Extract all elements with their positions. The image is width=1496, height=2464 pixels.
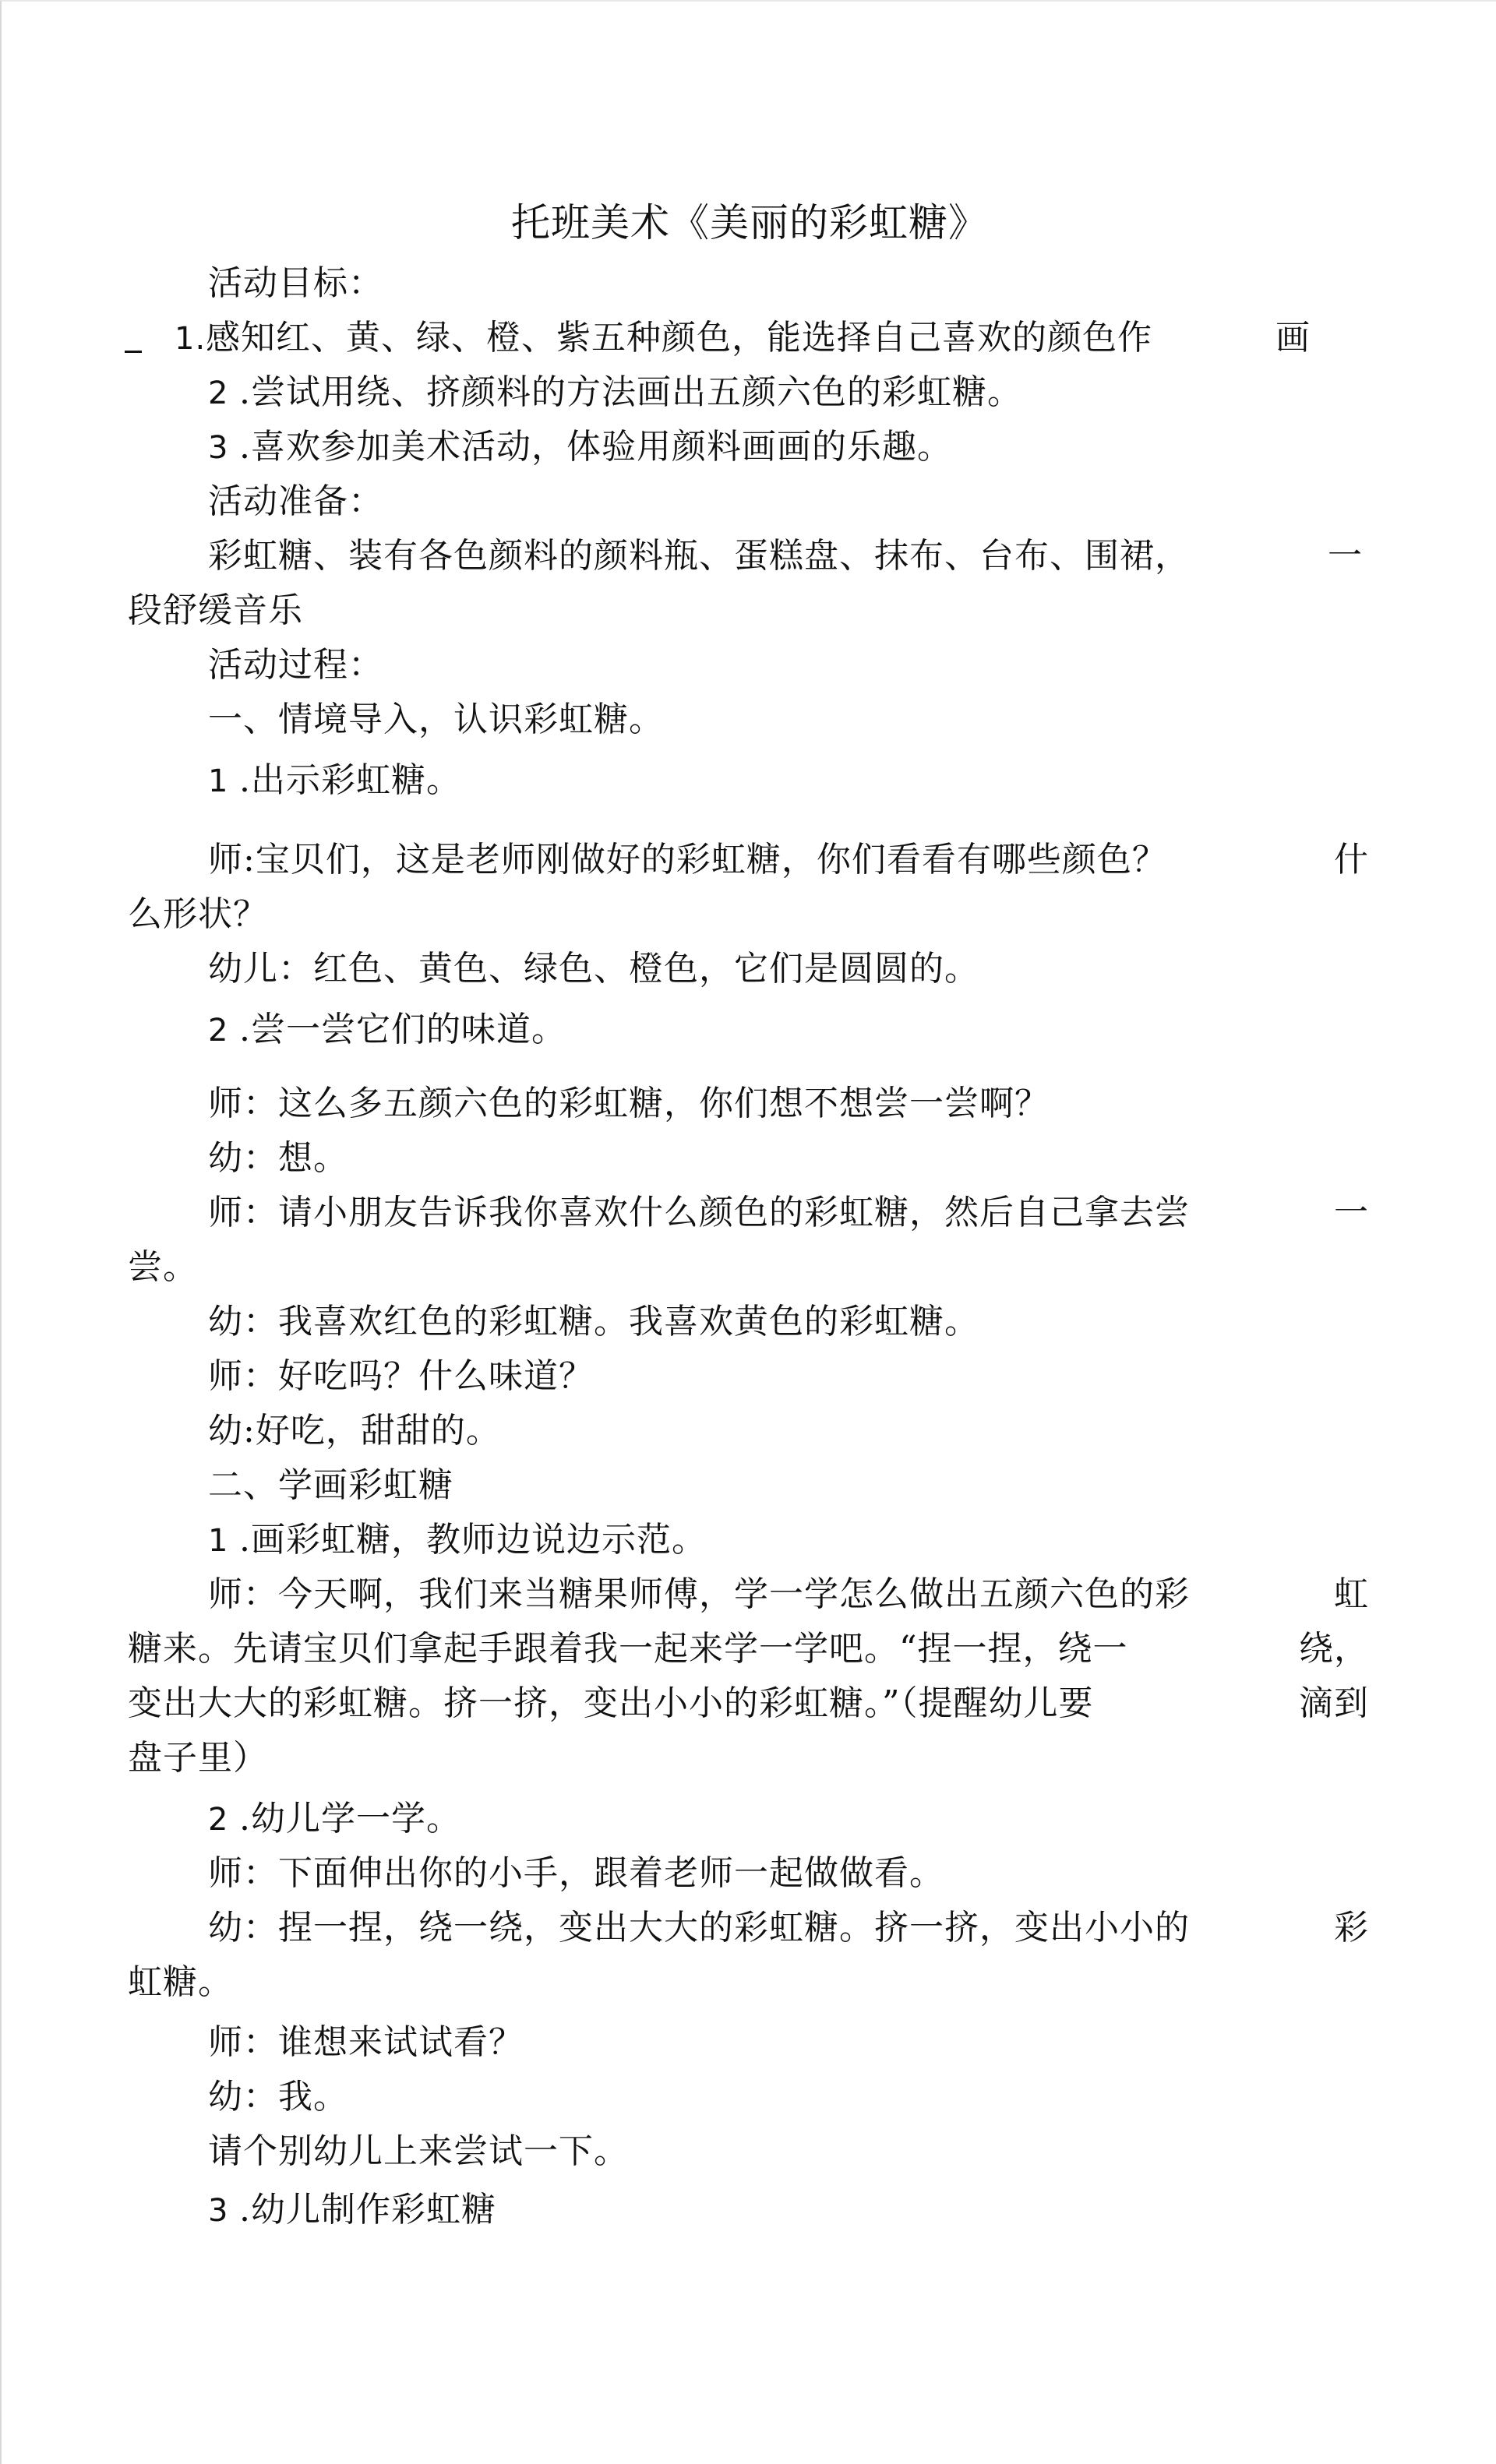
goal-item-1 bbox=[175, 315, 1311, 362]
teacher-line-7: 师：谁想来试试看？ bbox=[208, 2022, 524, 2062]
teacher-line-3: 师：请小朋友告诉我你喜欢什么颜色的彩虹糖，然后自己拿去尝 一 bbox=[208, 1193, 1369, 1232]
child-line-5: 幼：捏一捏，绕一绕，变出大大的彩虹糖。挤一挤，变出小小的 彩 bbox=[208, 1908, 1369, 1948]
teacher-line-1: 师:宝贝们，这是老师刚做好的彩虹糖，你们看看有哪些颜色？ 什 bbox=[208, 840, 1369, 879]
child-line-1: 幼儿：红色、黄色、绿色、橙色，它们是圆圆的。 bbox=[208, 949, 979, 989]
goals-heading: 活动目标： bbox=[208, 263, 383, 303]
child-line-4: 幼:好吃，甜甜的。 bbox=[208, 1411, 501, 1451]
goal-item-2-text: .尝试用绕、挤颜料的方法画出五颜六色的彩虹糖。 bbox=[239, 372, 1022, 412]
note-line: 请个别幼儿上来尝试一下。 bbox=[208, 2131, 629, 2171]
goal-item-2 bbox=[208, 369, 1022, 417]
child-line-2: 幼：想。 bbox=[208, 1138, 348, 1178]
child-line-3: 幼：我喜欢红色的彩虹糖。我喜欢黄色的彩虹糖。 bbox=[208, 1302, 979, 1341]
goal-item-3-number: 3 bbox=[208, 430, 229, 466]
goal-item-3-text: .喜欢参加美术活动，体验用颜料画画的乐趣。 bbox=[239, 427, 952, 467]
process-heading: 活动过程： bbox=[208, 645, 383, 685]
teacher-line-3-cont: 尝。 bbox=[128, 1247, 198, 1287]
goal-item-2-number: 2 bbox=[208, 375, 229, 411]
teacher-line-6: 师：下面伸出你的小手，跟着老师一起做做看。 bbox=[208, 1853, 944, 1893]
child-line-6: 幼：我。 bbox=[208, 2077, 348, 2117]
section-2-item-1: 1 .画彩虹糖，教师边说边示范。 bbox=[208, 1520, 707, 1560]
section-2-heading: 二、学画彩虹糖 bbox=[208, 1465, 453, 1505]
teacher-line-5-3: 变出大大的彩虹糖。挤一挤，变出小小的彩虹糖。”（提醒幼儿要 滴到 bbox=[128, 1683, 1369, 1723]
teacher-line-1-cont: 么形状？ bbox=[128, 894, 268, 934]
teacher-line-4: 师：好吃吗？什么味道？ bbox=[208, 1356, 594, 1396]
preparation-heading: 活动准备： bbox=[208, 481, 383, 521]
preparation-line-1: 彩虹糖、装有各色颜料的颜料瓶、蛋糕盘、抹布、台布、围裙， 一 bbox=[208, 536, 1363, 576]
teacher-line-2: 师：这么多五颜六色的彩虹糖，你们想不想尝一尝啊？ bbox=[208, 1084, 1050, 1123]
section-2-item-2: 2 .幼儿学一学。 bbox=[208, 1799, 461, 1838]
goal-item-3 bbox=[208, 424, 952, 471]
teacher-line-5-1: 师：今天啊，我们来当糖果师傅，学一学怎么做出五颜六色的彩 虹 bbox=[208, 1574, 1369, 1614]
section-1-item-2: 2 .尝一尝它们的味道。 bbox=[208, 1010, 566, 1049]
teacher-line-5-2: 糖来。先请宝贝们拿起手跟着我一起来学一学吧。“捏一捏，绕一 绕， bbox=[128, 1629, 1369, 1669]
child-line-5-cont: 虹糖。 bbox=[128, 1962, 233, 2002]
teacher-line-5-4: 盘子里） bbox=[128, 1738, 268, 1778]
section-1-heading: 一、情境导入，认识彩虹糖。 bbox=[208, 700, 664, 739]
goal-item-1-text: 感知红、黄、绿、橙、紫五种颜色，能选择自己喜欢的颜色作 bbox=[206, 318, 1152, 358]
goal-item-1-tail: 画 bbox=[1275, 318, 1311, 358]
preparation-line-2: 段舒缓音乐 bbox=[128, 590, 303, 630]
section-1-item-1: 1 .出示彩虹糖。 bbox=[208, 760, 461, 800]
document-title: 托班美术《美丽的彩虹糖》 bbox=[511, 200, 988, 245]
goal-item-1-number: 1. bbox=[175, 321, 206, 357]
underscore-mark bbox=[125, 351, 142, 353]
section-2-item-3: 3 .幼儿制作彩虹糖 bbox=[208, 2190, 496, 2230]
